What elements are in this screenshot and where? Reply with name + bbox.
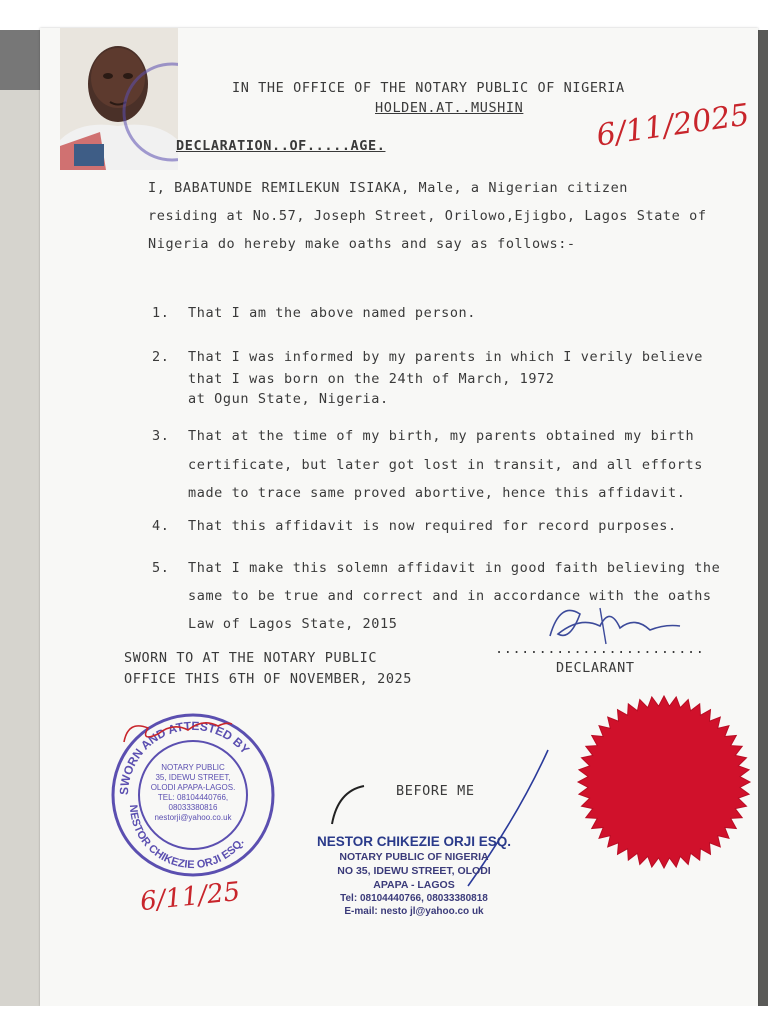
scan-left-shadow (0, 30, 40, 90)
stamp-inner-line: OLODI APAPA-LAGOS. (150, 783, 236, 792)
clause-number: 4. (152, 518, 170, 534)
notary-city: APAPA - LAGOS (373, 879, 455, 891)
clause-3-line-1: That at the time of my birth, my parents obtained my birth (188, 428, 695, 444)
clause-number: 5. (152, 560, 170, 576)
clause-number: 3. (152, 428, 170, 444)
declarant-label: DECLARANT (556, 660, 635, 676)
notary-name: NESTOR CHIKEZIE ORJI ESQ. (316, 834, 512, 849)
clause-5-line-3: Law of Lagos State, 2015 (188, 616, 398, 632)
sworn-line-2: OFFICE THIS 6TH OF NOVEMBER, 2025 (124, 671, 413, 687)
stamp-inner-line: 08033380816 (168, 803, 218, 812)
notary-address: NO 35, IDEWU STREET, OLODI (337, 865, 491, 877)
clause-2-line-1: That I was informed by my parents in which I verily believe (188, 349, 703, 365)
stamp-inner-line: 35, IDEWU STREET, (155, 773, 231, 782)
scan-left-margin (0, 30, 40, 1024)
clause-2-line-2: that I was born on the 24th of March, 1972 (188, 371, 555, 387)
notary-office-heading: IN THE OFFICE OF THE NOTARY PUBLIC OF NIGERIA (232, 80, 625, 96)
before-me-label: BEFORE ME (396, 783, 475, 799)
clause-3-line-3: made to trace same proved abortive, hence this affidavit. (188, 485, 686, 501)
stamp-outer-text: SWORN AND ATTESTED BY (116, 718, 253, 796)
clause-1-line-1: That I am the above named person. (188, 305, 477, 321)
clause-number: 2. (152, 349, 170, 365)
clause-number: 1. (152, 305, 170, 321)
intro-line-3: Nigeria do hereby make oaths and say as follows:- (148, 236, 576, 252)
clause-5-line-1: That I make this solemn affidavit in good faith believing the (188, 560, 721, 576)
stamp-inner-line: nestorji@yahoo.co.uk (154, 813, 232, 822)
notary-email: E-mail: nesto jl@yahoo.co uk (344, 906, 484, 917)
holden-at-line: HOLDEN.AT..MUSHIN (375, 100, 524, 116)
stamp-inner-line: TEL: 08104440766, (157, 793, 229, 802)
notary-title: NOTARY PUBLIC OF NIGERIA (339, 851, 489, 863)
clause-4-line-1: That this affidavit is now required for record purposes. (188, 518, 677, 534)
intro-line-2: residing at No.57, Joseph Street, Orilowo,Ejigbo, Lagos State of (148, 208, 707, 224)
document-title: DECLARATION..OF.....AGE. (176, 138, 386, 154)
declarant-dotted-line: ........................ (495, 641, 705, 657)
scan-top-margin (0, 0, 768, 30)
sworn-line-1: SWORN TO AT THE NOTARY PUBLIC (124, 650, 378, 666)
notary-phone: Tel: 08104440766, 08033380818 (340, 893, 488, 904)
intro-line-1: I, BABATUNDE REMILEKUN ISIAKA, Male, a Nigerian citizen (148, 180, 629, 196)
stamp-signature-scribble (118, 712, 238, 752)
notary-details-stamp (314, 834, 514, 917)
scan-bottom-margin (0, 1006, 768, 1024)
stamp-bottom-text: NESTOR CHIKEZIE ORJI ESQ. (126, 804, 247, 872)
clause-3-line-2: certificate, but later got lost in transit, and all efforts (188, 457, 703, 473)
stamp-inner-line: NOTARY PUBLIC (161, 763, 225, 772)
handwritten-date-top: 6/11/2025 (594, 97, 752, 154)
clause-5-line-2: same to be true and correct and in accordance with the oaths (188, 588, 712, 604)
clause-2-line-3: at Ogun State, Nigeria. (188, 391, 389, 407)
passport-photo (60, 28, 178, 170)
handwritten-date-stamp: 6/11/25 (138, 876, 242, 918)
red-wax-seal (576, 694, 752, 870)
